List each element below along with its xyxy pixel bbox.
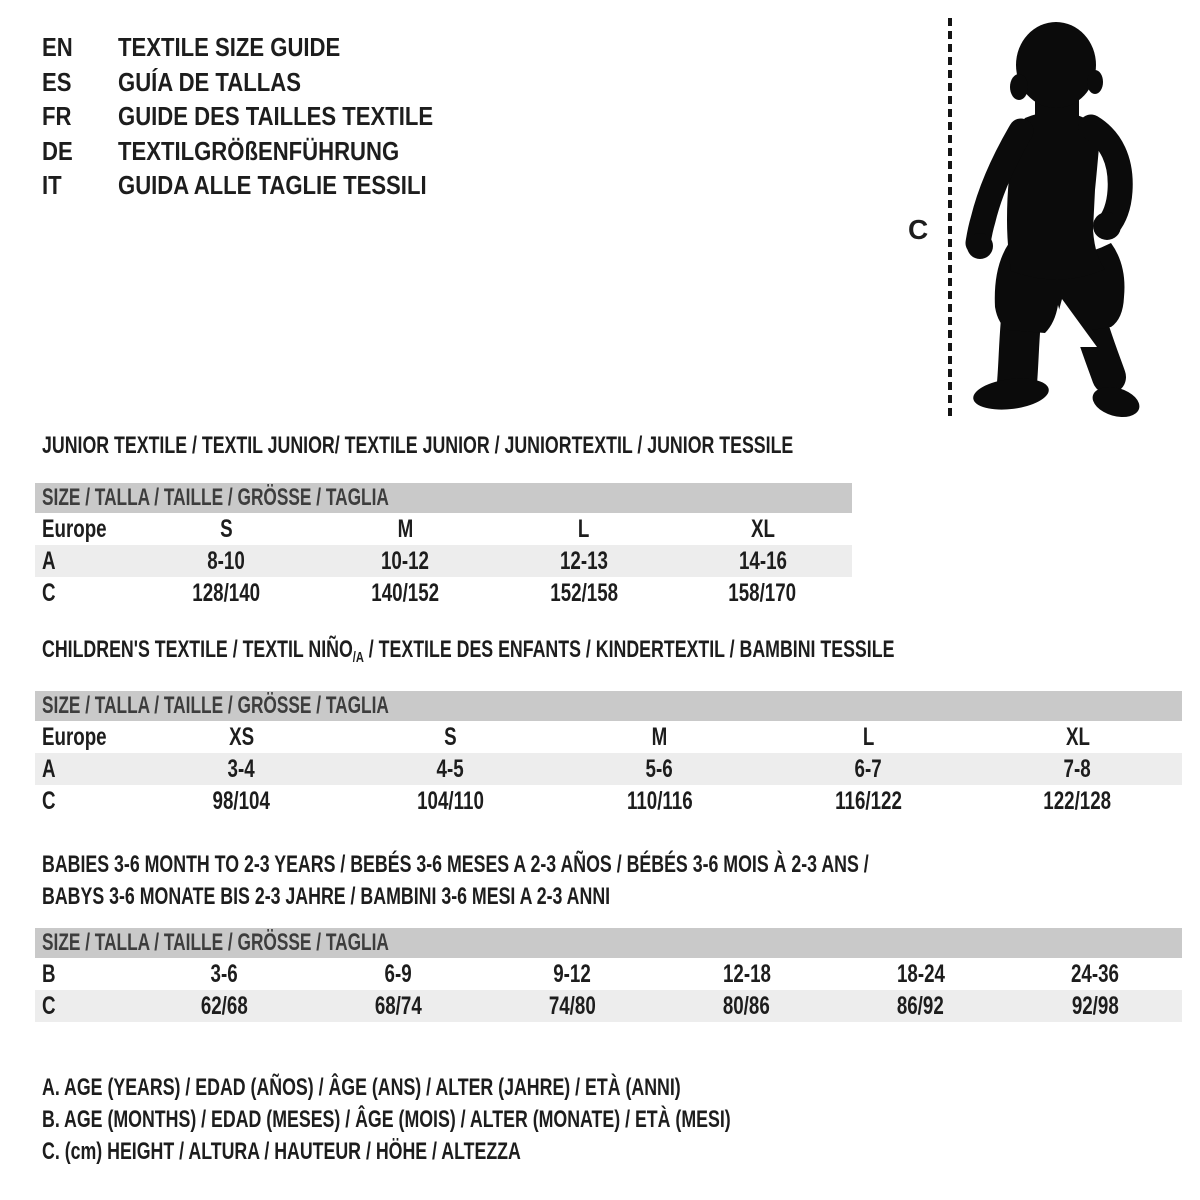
size-cell: S: [220, 515, 233, 543]
age-cell: 10-12: [381, 547, 430, 575]
age-cell: 5-6: [645, 755, 674, 783]
silhouette-left-foot: [971, 374, 1050, 413]
row-label: A: [42, 755, 56, 783]
height-cell: 110/116: [626, 787, 693, 815]
size-header-label: SIZE / TALLA / TAILLE / GRÖSSE / TAGLIA: [42, 484, 389, 511]
children-section-heading: CHILDREN'S TEXTILE / TEXTIL $NIÑO_{/A}$ / TEXTILE DES ENFANTS / KINDERTEXTIL / BAMBINI TESSILE: [42, 636, 895, 666]
lang-code: ES: [42, 66, 72, 97]
size-cell: XL: [1065, 723, 1090, 751]
toddler-silhouette-image: [965, 15, 1145, 420]
age-cell: 4-5: [436, 755, 465, 783]
age-cell: 7-8: [1063, 755, 1092, 783]
size-cell: L: [862, 723, 875, 751]
size-cell: M: [651, 723, 668, 751]
lang-row-en: [42, 30, 489, 65]
silhouette-right-hand: [1093, 212, 1121, 240]
age-cell: 14-16: [738, 547, 787, 575]
height-cell: 62/68: [200, 992, 248, 1020]
height-measure-label: C: [908, 214, 929, 245]
size-header-row: [35, 691, 1182, 721]
height-cell: 74/80: [548, 992, 596, 1020]
junior-section-heading: JUNIOR TEXTILE / TEXTIL JUNIOR/ TEXTILE JUNIOR / JUNIORTEXTIL / JUNIOR TESSILE: [42, 432, 794, 459]
table-row-age: [35, 753, 1182, 785]
row-label: C: [42, 787, 56, 815]
legend-age-years: A. AGE (YEARS) / EDAD (AÑOS) / ÂGE (ANS) / ALTER (JAHRE) / ETÀ (ANNI): [42, 1074, 681, 1101]
months-cell: 18-24: [896, 960, 945, 988]
lang-row-es: [42, 65, 489, 100]
size-header-label: SIZE / TALLA / TAILLE / GRÖSSE / TAGLIA: [42, 692, 389, 719]
table-row-age: [35, 545, 852, 577]
silhouette-left-hand: [967, 233, 993, 259]
height-cell: 86/92: [897, 992, 945, 1020]
nino-a-subscript: /A: [352, 649, 364, 666]
silhouette-right-ear: [1087, 70, 1103, 94]
lang-code: DE: [42, 135, 73, 166]
babies-section-heading: BABIES 3-6 MONTH TO 2-3 YEARS / BEBÉS 3-6 MESES A 2-3 AÑOS / BÉBÉS 3-6 MOIS À 2-3 ANS / BABYS 3-6 MONATE BIS 2-3 JAHRE / BAMBINI 3-6 MESI A 2-3 ANNI: [42, 851, 869, 910]
age-cell: 12-13: [559, 547, 608, 575]
height-cell: 92/98: [1071, 992, 1119, 1020]
months-cell: 3-6: [210, 960, 238, 988]
size-header-row: [35, 928, 1182, 958]
language-title-list: [42, 30, 489, 203]
lang-title: TEXTILE SIZE GUIDE: [118, 32, 341, 62]
lang-title: TEXTILGRÖßENFÜHRUNG: [118, 135, 400, 166]
height-cell: 104/110: [417, 787, 484, 815]
babies-size-table: [35, 928, 1182, 1022]
lang-code: IT: [42, 170, 62, 200]
months-cell: 9-12: [553, 960, 592, 988]
height-cell: 152/158: [549, 579, 618, 607]
row-label: A: [42, 547, 56, 575]
table-row-months: [35, 958, 1182, 990]
junior-size-table: [35, 483, 852, 609]
months-cell: 6-9: [384, 960, 412, 988]
table-row-height: [35, 990, 1182, 1022]
size-cell: XL: [750, 515, 775, 543]
height-cell: 140/152: [371, 579, 440, 607]
height-measure-dashed-line: [948, 18, 952, 416]
size-cell: S: [444, 723, 457, 751]
height-cell: 158/170: [728, 579, 797, 607]
lang-title: GUIDA ALLE TAGLIE TESSILI: [118, 170, 427, 200]
row-label: B: [42, 960, 56, 988]
height-cell: 116/122: [835, 787, 902, 815]
height-cell: 80/86: [723, 992, 771, 1020]
lang-row-de: [42, 134, 489, 169]
size-header-label: SIZE / TALLA / TAILLE / GRÖSSE / TAGLIA: [42, 929, 389, 956]
age-cell: 3-4: [227, 755, 256, 783]
height-cell: 98/104: [212, 787, 271, 815]
months-cell: 12-18: [722, 960, 771, 988]
children-size-table: [35, 691, 1182, 817]
table-row-europe: [35, 721, 1182, 753]
row-label: Europe: [42, 515, 107, 543]
months-cell: 24-36: [1070, 960, 1119, 988]
size-cell: L: [578, 515, 590, 543]
legend-age-months: B. AGE (MONTHS) / EDAD (MESES) / ÂGE (MOIS) / ALTER (MONATE) / ETÀ (MESI): [42, 1106, 731, 1133]
size-header-row: [35, 483, 852, 513]
table-row-height: [35, 577, 852, 609]
age-cell: 8-10: [207, 547, 246, 575]
lang-title: GUÍA DE TALLAS: [118, 66, 301, 97]
height-cell: 128/140: [192, 579, 261, 607]
row-label: C: [42, 992, 56, 1020]
lang-title: GUIDE DES TAILLES TEXTILE: [118, 101, 434, 131]
size-cell: M: [397, 515, 413, 543]
lang-code: EN: [42, 32, 73, 62]
height-cell: 122/128: [1043, 787, 1112, 815]
row-label: Europe: [42, 723, 107, 751]
table-row-height: [35, 785, 1182, 817]
lang-row-it: [42, 168, 489, 203]
size-cell: XS: [228, 723, 255, 751]
table-row-europe: [35, 513, 852, 545]
lang-row-fr: [42, 99, 489, 134]
age-cell: 6-7: [854, 755, 883, 783]
legend-height-cm: C. (cm) HEIGHT / ALTURA / HAUTEUR / HÖHE / ALTEZZA: [42, 1138, 521, 1165]
silhouette-left-ear: [1010, 74, 1028, 100]
silhouette-head: [1016, 22, 1096, 108]
row-label: C: [42, 579, 56, 607]
lang-code: FR: [42, 101, 72, 131]
height-cell: 68/74: [374, 992, 422, 1020]
